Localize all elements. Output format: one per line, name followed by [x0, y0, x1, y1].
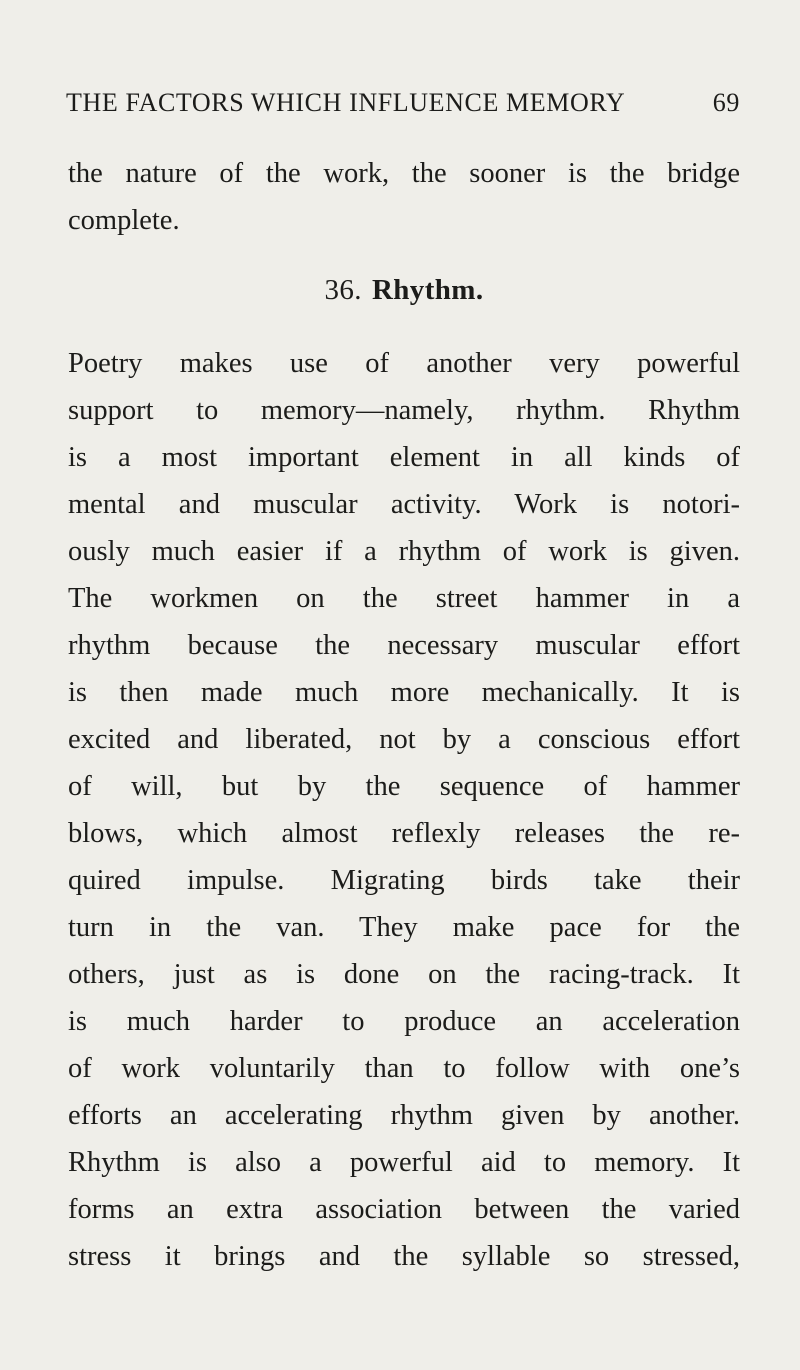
text-line: support to memory—namely, rhythm. Rhythm: [68, 395, 740, 426]
text-line: rhythm because the necessary muscular effort: [68, 630, 740, 661]
text-block: [68, 150, 740, 1280]
section-heading: [68, 270, 740, 334]
text-line: forms an extra association between the varied: [68, 1194, 740, 1225]
text-line: Rhythm is also a powerful aid to memory. It: [68, 1147, 740, 1178]
text-line: of will, but by the sequence of hammer: [68, 771, 740, 802]
text-line: the nature of the work, the sooner is the bridge: [68, 158, 740, 189]
text-line: of work voluntarily than to follow with one’s: [68, 1053, 740, 1084]
text-line: turn in the van. They make pace for the: [68, 912, 740, 943]
text-line: complete.: [68, 205, 180, 236]
running-head: [66, 88, 740, 122]
text-line: stress it brings and the syllable so stressed,: [68, 1241, 740, 1272]
text-line: efforts an accelerating rhythm given by another.: [68, 1100, 740, 1131]
text-line: Poetry makes use of another very powerful: [68, 348, 740, 379]
section-title: Rhythm.: [371, 274, 484, 306]
text-line: The workmen on the street hammer in a: [68, 583, 740, 614]
text-line: blows, which almost reflexly releases the re-: [68, 818, 740, 849]
text-line: is then made much more mechanically. It is: [68, 677, 740, 708]
text-line: others, just as is done on the racing-track. It: [68, 959, 740, 990]
text-line: ously much easier if a rhythm of work is given.: [68, 536, 740, 567]
text-line: is much harder to produce an acceleration: [68, 1006, 740, 1037]
paragraph-rhythm: [68, 340, 740, 1280]
page-number: 69: [712, 88, 740, 117]
paragraph-continued: [68, 150, 740, 244]
running-head-title: THE FACTORS WHICH INFLUENCE MEMORY: [66, 88, 626, 117]
text-line: mental and muscular activity. Work is notori-: [68, 489, 740, 520]
section-number: 36.: [324, 274, 362, 306]
text-line: excited and liberated, not by a conscious effort: [68, 724, 740, 755]
text-line: is a most important element in all kinds of: [68, 442, 740, 473]
text-line: quired impulse. Migrating birds take their: [68, 865, 740, 896]
